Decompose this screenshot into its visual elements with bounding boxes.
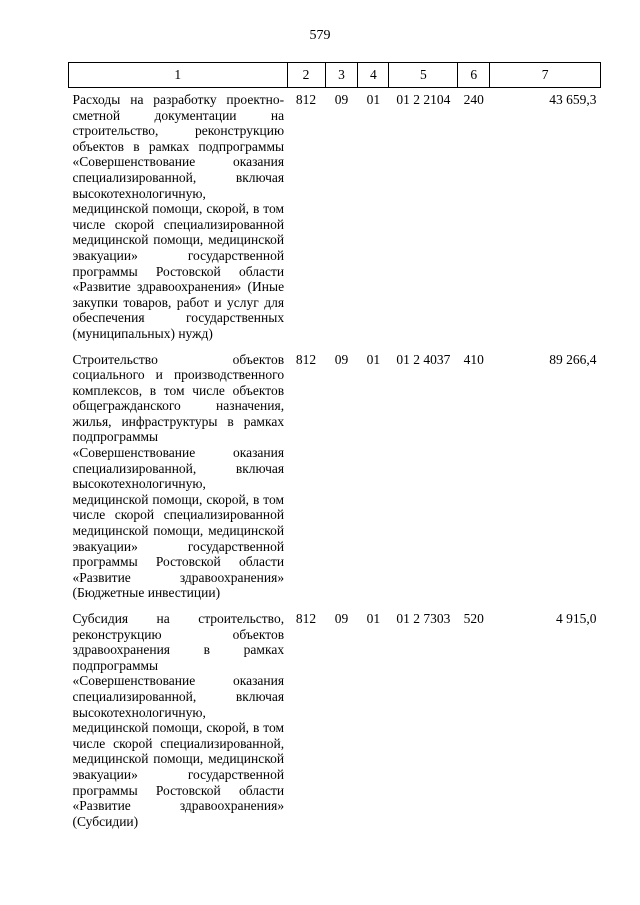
column-header-3: 3	[325, 63, 358, 88]
row-code-5: 01 2 2104	[396, 92, 451, 107]
row-code-2: 812	[295, 92, 317, 107]
row-code-2: 812	[295, 351, 317, 367]
table-row	[69, 607, 601, 835]
row-code-6: 410	[463, 351, 484, 367]
row-code-6: 240	[463, 92, 484, 107]
row-code-6: 520	[463, 611, 484, 626]
row-code-5: 01 2 7303	[396, 611, 451, 626]
table-header-row	[69, 63, 601, 88]
row-description: Субсидия на строительство, реконструкцию объектов здравоохранения в рамках подпрограммы «Совершенствование оказания специализированной, включая высокотехнологичную, медицинской помощи, скорой, в том числе скорой специализированной, медицинской помощи, медицинской эвакуации» государственной программы Ростовской области «Развитие здравоохранения» (Субсидии)	[72, 611, 285, 829]
row-code-5: 01 2 4037	[396, 351, 451, 367]
column-header-4: 4	[358, 63, 389, 88]
column-header-7: 7	[490, 63, 601, 88]
table-row	[69, 348, 601, 608]
row-code-3: 09	[334, 351, 349, 367]
column-header-6: 6	[458, 63, 490, 88]
column-header-2: 2	[287, 63, 325, 88]
row-amount: 89 266,4	[549, 351, 597, 367]
row-code-2: 812	[295, 611, 317, 626]
row-description: Расходы на разработку проектно-сметной документации на строительство, реконструкцию объектов в рамках подпрограммы «Совершенствование оказания специализированной, включая высокотехнологичную, медицинской помощи, скорой, в том числе скорой специализированной медицинской помощи, медицинской эвакуации» государственной программы Ростовской области «Развитие здравоохранения» (Иные закупки товаров, работ и услуг для обеспечения государственных (муниципальных) нужд)	[72, 92, 285, 341]
row-code-3: 09	[334, 611, 349, 626]
page-number: 579	[309, 28, 331, 43]
row-amount: 43 659,3	[549, 92, 597, 107]
row-code-4: 01	[366, 351, 381, 367]
column-header-1: 1	[69, 63, 288, 88]
row-code-3: 09	[334, 92, 349, 107]
table-row	[69, 88, 601, 348]
row-code-4: 01	[366, 92, 381, 107]
row-description: Строительство объектов социального и производственного комплексов, в том числе объектов общегражданского назначения, жилья, инфраструктуры в рамках подпрограммы «Совершенствование оказания специализированной, включая высокотехнологичную, медицинской помощи, скорой, в том числе скорой специализированной медицинской помощи, медицинской эвакуации» государственной программы Ростовской области «Развитие здравоохранения» (Бюджетные инвестиции)	[72, 351, 285, 601]
row-amount: 4 915,0	[556, 611, 597, 626]
column-header-5: 5	[389, 63, 458, 88]
budget-table	[68, 62, 601, 835]
row-code-4: 01	[366, 611, 381, 626]
